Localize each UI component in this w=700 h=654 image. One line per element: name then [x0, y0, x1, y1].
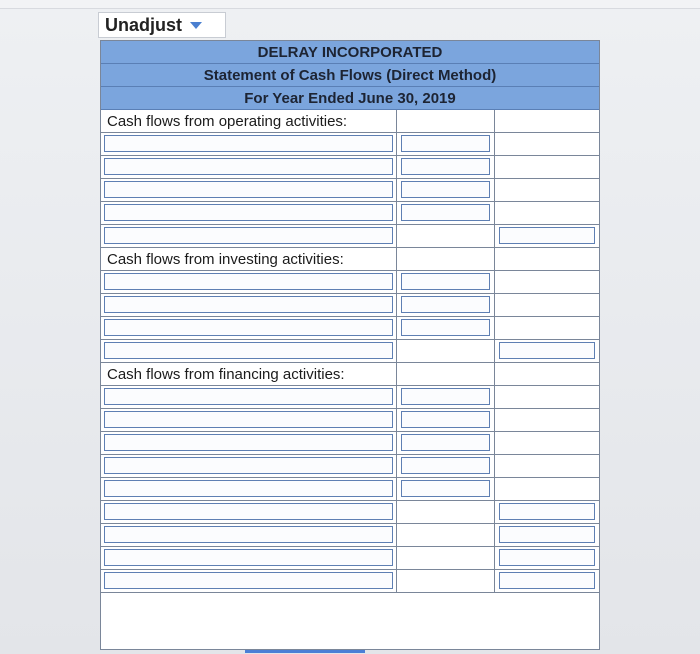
table-row: [101, 271, 599, 294]
summary-label-input[interactable]: [104, 572, 393, 589]
financing-amount-input[interactable]: [401, 411, 490, 428]
operating-item-input[interactable]: [104, 158, 393, 175]
investing-activities-label: Cash flows from investing activities:: [101, 248, 397, 271]
adjustment-dropdown[interactable]: [98, 12, 226, 38]
financing-item-input[interactable]: [104, 457, 393, 474]
investing-amount-input[interactable]: [401, 296, 490, 313]
operating-item-input[interactable]: [104, 135, 393, 152]
total-cell: [495, 110, 599, 133]
total-cell: [495, 294, 599, 317]
summary-amount-input[interactable]: [499, 526, 595, 543]
financing-amount-input[interactable]: [401, 480, 490, 497]
operating-item-input[interactable]: [104, 181, 393, 198]
table-row: [101, 547, 599, 570]
table-row: [101, 570, 599, 593]
summary-amount-input[interactable]: [499, 549, 595, 566]
table-row: [101, 501, 599, 524]
operating-total-amount-input[interactable]: [499, 227, 595, 244]
table-row: [101, 524, 599, 547]
financing-item-input[interactable]: [104, 434, 393, 451]
table-row: [101, 202, 599, 225]
total-cell: [495, 478, 599, 501]
table-row: [101, 478, 599, 501]
statement-period: For Year Ended June 30, 2019: [101, 87, 599, 110]
operating-amount-input[interactable]: [401, 158, 490, 175]
financing-activities-label: Cash flows from financing activities:: [101, 363, 397, 386]
amount-cell: [397, 110, 495, 133]
amount-cell: [397, 248, 495, 271]
table-row: [101, 248, 599, 271]
financing-item-input[interactable]: [104, 480, 393, 497]
total-cell: [495, 202, 599, 225]
total-cell: [495, 455, 599, 478]
financing-amount-input[interactable]: [401, 388, 490, 405]
table-row: [101, 225, 599, 248]
total-cell: [495, 386, 599, 409]
total-cell: [495, 133, 599, 156]
total-cell: [495, 271, 599, 294]
summary-amount-input[interactable]: [499, 572, 595, 589]
statement-title: Statement of Cash Flows (Direct Method): [101, 64, 599, 87]
total-cell: [495, 363, 599, 386]
operating-activities-label: Cash flows from operating activities:: [101, 110, 397, 133]
company-name: DELRAY INCORPORATED: [101, 41, 599, 64]
top-strip: [0, 0, 700, 9]
table-row: [101, 110, 599, 133]
investing-amount-input[interactable]: [401, 319, 490, 336]
table-row: [101, 133, 599, 156]
operating-item-input[interactable]: [104, 204, 393, 221]
financing-amount-input[interactable]: [401, 434, 490, 451]
amount-cell: [397, 363, 495, 386]
table-row: [101, 294, 599, 317]
financing-total-input[interactable]: [104, 503, 393, 520]
total-cell: [495, 179, 599, 202]
summary-label-input[interactable]: [104, 549, 393, 566]
investing-total-input[interactable]: [104, 342, 393, 359]
investing-item-input[interactable]: [104, 273, 393, 290]
chevron-down-icon: [190, 22, 202, 29]
summary-label-input[interactable]: [104, 526, 393, 543]
scroll-indicator: [245, 650, 365, 653]
table-row: [101, 432, 599, 455]
financing-item-input[interactable]: [104, 388, 393, 405]
operating-amount-input[interactable]: [401, 135, 490, 152]
total-cell: [495, 248, 599, 271]
financing-amount-input[interactable]: [401, 457, 490, 474]
table-row: [101, 409, 599, 432]
operating-amount-input[interactable]: [401, 181, 490, 198]
total-cell: [495, 156, 599, 179]
table-row: [101, 156, 599, 179]
cash-flow-worksheet: [100, 40, 600, 650]
table-row: [101, 340, 599, 363]
table-row: [101, 455, 599, 478]
investing-amount-input[interactable]: [401, 273, 490, 290]
table-row: [101, 386, 599, 409]
table-row: [101, 179, 599, 202]
total-cell: [495, 317, 599, 340]
financing-total-amount-input[interactable]: [499, 503, 595, 520]
investing-total-amount-input[interactable]: [499, 342, 595, 359]
financing-item-input[interactable]: [104, 411, 393, 428]
operating-total-input[interactable]: [104, 227, 393, 244]
investing-item-input[interactable]: [104, 319, 393, 336]
table-row: [101, 363, 599, 386]
table-row: [101, 317, 599, 340]
total-cell: [495, 409, 599, 432]
investing-item-input[interactable]: [104, 296, 393, 313]
worksheet-grid: [101, 110, 599, 593]
operating-amount-input[interactable]: [401, 204, 490, 221]
total-cell: [495, 432, 599, 455]
dropdown-value: Unadjust: [105, 14, 183, 35]
